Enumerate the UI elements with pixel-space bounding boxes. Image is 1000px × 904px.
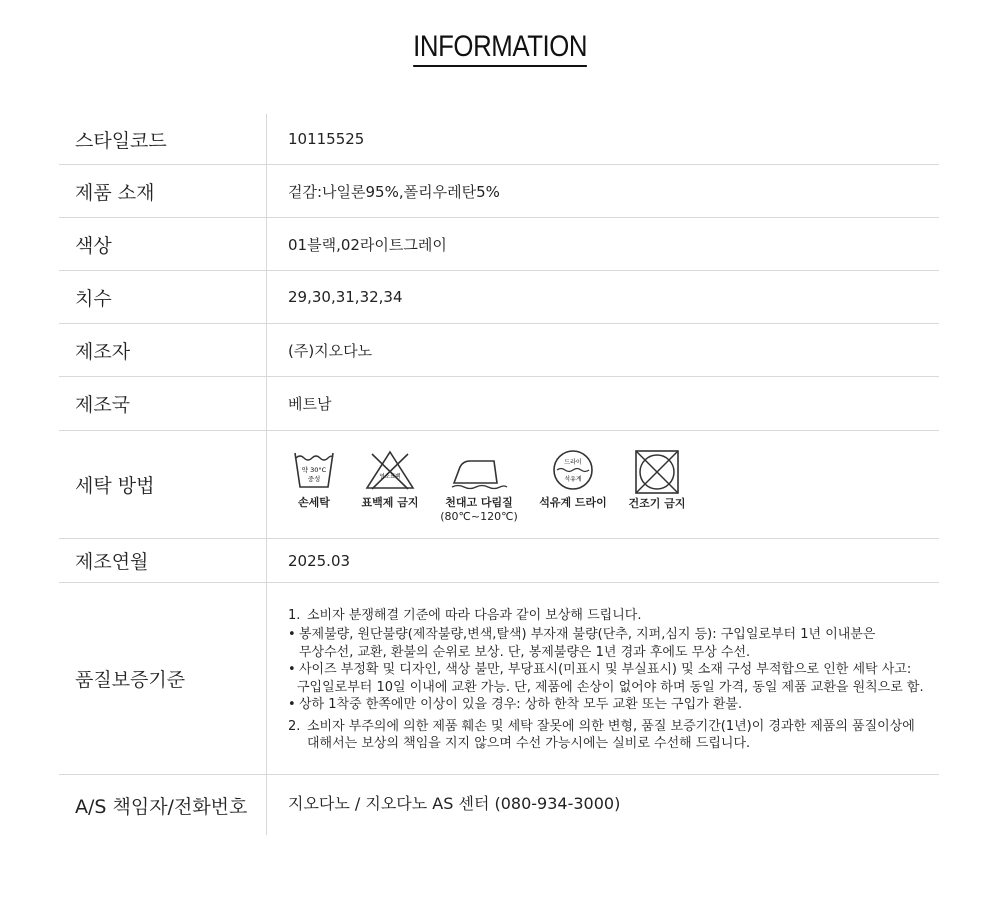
row-value-color: 01블랙,02라이트그레이 xyxy=(288,235,447,254)
row-value-size: 29,30,31,32,34 xyxy=(288,288,403,306)
row-label-washing: 세탁 방법 xyxy=(59,431,267,538)
bullet-icon: • xyxy=(288,627,296,642)
list-number: 2. xyxy=(288,718,301,734)
warranty-bullet-1-line-2: 무상수선, 교환, 환불의 순위로 보상. 단, 봉제불량은 1년 경과 후에도 무상 수선. xyxy=(299,644,751,660)
table-row xyxy=(59,114,939,165)
row-label-date: 제조연월 xyxy=(59,539,267,582)
care-label-hand-wash: 손세탁 xyxy=(298,496,330,509)
table-row xyxy=(59,431,939,539)
row-label-manufacturer: 제조자 xyxy=(59,324,267,376)
care-item-no-bleach xyxy=(360,449,420,510)
warranty-item-2-line-1: 소비자 부주의에 의한 제품 훼손 및 세탁 잘못에 의한 변형, 품질 보증기간(1년)이 경과한 제품의 품질이상에 xyxy=(307,718,915,734)
hand-wash-icon xyxy=(292,449,336,491)
row-value-style-code: 10115525 xyxy=(288,130,365,148)
table-row xyxy=(59,377,939,431)
care-icons xyxy=(267,431,939,538)
row-label-country: 제조국 xyxy=(59,377,267,430)
hand-wash-temp: 약 30°C xyxy=(301,466,327,474)
care-label-iron: 천대고 다림질 xyxy=(445,496,513,509)
row-value-date: 2025.03 xyxy=(288,551,351,570)
care-item-hand-wash xyxy=(288,449,340,510)
warranty-item-2 xyxy=(288,718,915,736)
row-value-material: 겉감:나일론95%,폴리우레탄5% xyxy=(288,182,500,201)
table-row xyxy=(59,324,939,377)
row-label-size: 치수 xyxy=(59,271,267,323)
hand-wash-neutral: 중성 xyxy=(307,475,321,483)
dry-clean-text: 드라이 xyxy=(564,459,582,466)
table-row xyxy=(59,539,939,583)
warranty-item-2-line-2: 대해서는 보상의 책임을 지지 않으며 수선 가능시에는 실비로 수선해 드립니다. xyxy=(307,736,751,751)
iron-icon xyxy=(450,449,508,491)
care-sub-iron: (80℃~120℃) xyxy=(440,510,518,523)
row-value-manufacturer: (주)지오다노 xyxy=(288,341,373,360)
table-row xyxy=(59,583,939,775)
bullet-icon: • xyxy=(288,662,296,677)
bullet-icon: • xyxy=(288,697,296,712)
warranty-bullet-3-text: 상하 1착중 한쪽에만 이상이 있을 경우: 상하 한착 모두 교환 또는 구입가 환불. xyxy=(299,697,743,712)
no-bleach-text: 염소표백 xyxy=(379,474,401,480)
row-label-style-code: 스타일코드 xyxy=(59,114,267,164)
care-item-dry-clean xyxy=(537,449,609,510)
row-value-as: 지오다노 / 지오다노 AS 센터 (080-934-3000) xyxy=(288,794,621,813)
table-row xyxy=(59,271,939,324)
table-row xyxy=(59,218,939,271)
row-label-color: 색상 xyxy=(59,218,267,270)
care-label-dry-clean: 석유계 드라이 xyxy=(539,496,607,509)
dry-clean-icon xyxy=(551,449,595,491)
row-value-country: 베트남 xyxy=(288,395,332,413)
info-table xyxy=(59,114,939,835)
row-label-warranty: 품질보증기준 xyxy=(59,583,267,774)
warranty-bullet-2-line-1: 사이즈 부정확 및 디자인, 색상 불만, 부당표시(미표시 및 부실표시) 및 소재 구성 부적합으로 인한 세탁 사고: xyxy=(299,662,912,677)
table-row xyxy=(59,775,939,835)
no-bleach-icon xyxy=(364,449,416,491)
warranty-bullet-2-line-2: 구입일로부터 10일 이내에 교환 가능. 단, 제품에 손상이 없어야 하며 동일 가격, 동일 제품 교환을 원칙으로 함. xyxy=(297,679,924,695)
page-title: INFORMATION xyxy=(0,30,1000,67)
warranty-bullet-3 xyxy=(288,696,742,714)
warranty-item-1-text: 소비자 분쟁해결 기준에 따라 다음과 같이 보상해 드립니다. xyxy=(307,607,642,623)
care-item-iron xyxy=(441,449,517,524)
warranty-bullet-1-line-1: 봉제불량, 원단불량(제작불량,변색,탈색) 부자재 불량(단추, 지퍼,심지 등): 구입일로부터 1년 이내분은 xyxy=(299,627,876,642)
row-label-material: 제품 소재 xyxy=(59,165,267,217)
list-number: 1. xyxy=(288,607,301,623)
dry-clean-petroleum: 석유계 xyxy=(564,476,582,483)
warranty-text xyxy=(267,583,939,774)
care-label-no-tumble-dry: 건조기 금지 xyxy=(628,497,686,510)
care-label-no-bleach: 표백제 금지 xyxy=(361,496,419,509)
no-tumble-dry-icon xyxy=(634,449,680,495)
warranty-item-1 xyxy=(288,607,641,625)
table-row xyxy=(59,165,939,218)
row-label-as: A/S 책임자/전화번호 xyxy=(59,775,267,835)
warranty-bullet-2 xyxy=(288,661,911,679)
warranty-bullet-1 xyxy=(288,626,875,644)
care-item-no-tumble-dry xyxy=(625,449,689,511)
